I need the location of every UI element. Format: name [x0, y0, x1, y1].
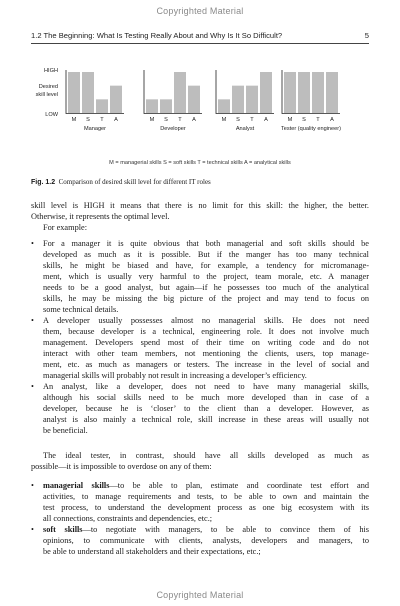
bullet-marker: •	[31, 525, 34, 534]
list-item	[31, 480, 369, 524]
chart-bar	[82, 72, 94, 113]
y-axis-label: Desired	[38, 84, 58, 90]
text-line: opinions, to communicate with clients, analysts, developers and managers, to	[43, 536, 369, 545]
chart-bar	[312, 72, 324, 113]
text-line: The ideal tester, in contrast, should have all skills developed as much as	[43, 451, 369, 460]
text-line: managerial skills will probably not result in increasing a developer’s efficiency.	[43, 371, 307, 380]
tick-label: S	[302, 117, 306, 123]
text-line: A developer usually possesses almost no managerial skills. He does not need	[43, 316, 369, 325]
text-line: be able to understand all stakeholders and their expectations, etc.;	[43, 547, 261, 556]
group-label: Tester (quality engineer)	[280, 126, 342, 132]
tick-label: T	[250, 117, 254, 123]
tick-label: S	[236, 117, 240, 123]
bullet-marker: •	[31, 316, 34, 325]
text-line: developed as much as it is possible. But if the manger has too many technical	[43, 250, 369, 259]
group-label: Analyst	[235, 126, 255, 132]
text-line: management. Developers spend most of their time on writing code and do not	[43, 338, 369, 347]
tester-skill-list	[31, 480, 369, 557]
text-line: managerial skills—to be able to plan, estimate and coordinate test effort and	[43, 481, 369, 490]
skill-term: managerial skills	[43, 481, 110, 490]
text-line: Otherwise, it represents the optimal level.	[31, 212, 170, 221]
text-line: ment, which is usually very harmful to the project, team morale, etc. A manager	[43, 272, 369, 281]
text-line: needs to be a good analyst, but again—if he possesses too much of the analytical	[43, 283, 369, 292]
list-item	[31, 524, 369, 557]
chart-bar	[218, 99, 230, 113]
tick-label: A	[330, 117, 334, 123]
text-line: test process, to understand the development process as one big ecosystem with its	[43, 503, 369, 512]
chart-bar	[110, 86, 122, 113]
header-rule	[31, 43, 369, 44]
tick-label: M	[149, 117, 155, 123]
text-line: developer, because he is ‘closer’ to the client than a developer. However, as	[43, 404, 369, 413]
skill-term: soft skills	[43, 525, 83, 534]
running-head-title: 1.2 The Beginning: What Is Testing Really About and Why Is It So Difficult?	[31, 31, 283, 40]
chart-bar	[246, 86, 258, 113]
tick-label: T	[316, 117, 320, 123]
tick-label: T	[100, 117, 104, 123]
text-line: although his social skills need to be much more developed than in case of a	[43, 393, 369, 402]
text-line: For example:	[43, 223, 88, 232]
text-line: all connections, constraints and dependencies, etc.;	[43, 514, 213, 523]
list-item	[31, 381, 369, 436]
text-line: For a manager it is quite obvious that both managerial and soft skills should be	[43, 239, 369, 248]
running-head	[31, 31, 369, 40]
text-line: skills, he might be biased and have, for example, a tendency for micromanage-	[43, 261, 369, 270]
text-line: interact with other team members, not mentioning the clients, users, top manage-	[43, 349, 369, 358]
copyright-watermark: Copyrighted Material	[156, 590, 244, 600]
chart-bar	[232, 86, 244, 113]
text-line: An analyst, like a developer, does not need to have many managerial skills,	[43, 382, 369, 391]
tick-label: S	[86, 117, 90, 123]
tick-label: A	[264, 117, 268, 123]
text-line: activities, to manage requirements and tests, to be able to own and maintain the	[43, 492, 369, 501]
text-line: soft skills—to negotiate with managers, to be able to convince them of his	[43, 525, 369, 534]
chart-bar	[174, 72, 186, 113]
text-line: be beneficial.	[43, 426, 88, 435]
y-axis-label: HIGH	[44, 68, 58, 74]
group-label: Developer	[160, 126, 186, 132]
chart-bar	[188, 86, 200, 113]
tick-label: S	[164, 117, 168, 123]
text-line: ment, etc. as much as managers or testers. The increase in the level of social and	[43, 360, 369, 369]
chart-bar	[284, 72, 296, 113]
text-line: some technical details.	[43, 305, 119, 314]
list-item	[31, 315, 369, 381]
chart-bar	[146, 99, 158, 113]
tick-label: M	[71, 117, 77, 123]
y-axis-label: LOW	[45, 112, 58, 118]
figure-caption	[31, 178, 369, 186]
copyright-watermark: Copyrighted Material	[156, 6, 244, 16]
bullet-marker: •	[31, 382, 34, 391]
intro-paragraph	[31, 200, 369, 233]
tick-label: M	[221, 117, 227, 123]
text-line: possible—it is impossible to overdose on any of them:	[31, 462, 212, 471]
bullet-marker: •	[31, 239, 34, 248]
skill-level-chart	[0, 55, 400, 155]
figure-label: Fig. 1.2	[31, 179, 56, 186]
ideal-tester-paragraph	[31, 450, 369, 472]
tick-label: A	[192, 117, 196, 123]
chart-bar	[260, 72, 272, 113]
chart-bar	[160, 99, 172, 113]
text-line: them, because developer is a technical, engineering role. It does not involve much	[43, 327, 369, 336]
role-bullet-list	[31, 238, 369, 436]
group-label: Manager	[83, 126, 107, 132]
chart-bar	[68, 72, 80, 113]
text-line: skill level is HIGH it means that there is no limit for this skill: the higher, the better.	[31, 201, 369, 210]
chart-legend: M = managerial skills S = soft skills T = technical skills A = analytical skills	[109, 160, 291, 166]
chart-bar	[326, 72, 338, 113]
bullet-marker: •	[31, 481, 34, 490]
page-number: 5	[364, 31, 369, 40]
list-item	[31, 238, 369, 315]
tick-label: T	[178, 117, 182, 123]
text-line: skills, he may be missing the big picture of the project and may tend to focus on	[43, 294, 369, 303]
tick-label: A	[114, 117, 118, 123]
chart-bar	[96, 99, 108, 113]
figure-caption-text: Comparison of desired skill level for different IT roles	[58, 178, 211, 186]
y-axis-label: skill level	[35, 92, 58, 98]
tick-label: M	[287, 117, 293, 123]
chart-bar	[298, 72, 310, 113]
text-line: analyst is also mainly a technical role, skill increase in these areas will usually not	[43, 415, 369, 424]
